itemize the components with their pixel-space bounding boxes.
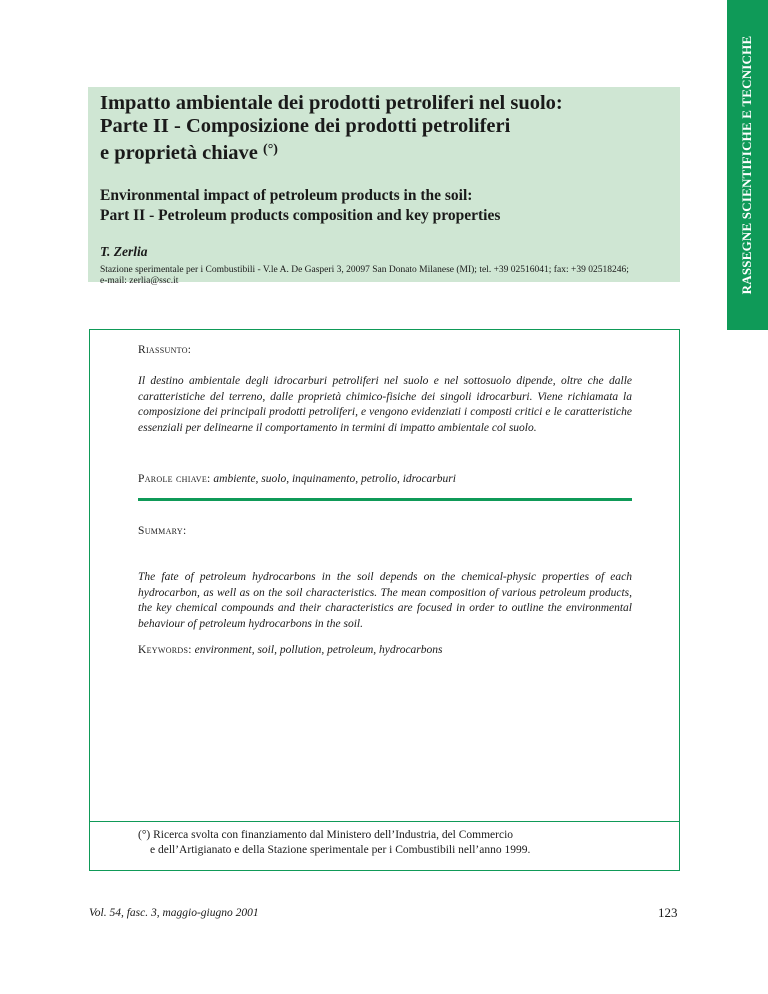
italian-title-line-1: Impatto ambientale dei prodotti petroliferi nel suolo: [100, 92, 563, 114]
section-sidebar [727, 0, 768, 330]
parole-chiave-label: Parole chiave: [138, 473, 211, 485]
english-title [100, 186, 668, 226]
italian-title-line-2: Parte II - Composizione dei prodotti petroliferi [100, 115, 511, 137]
affiliation-line-2: e-mail: zerlia@ssc.it [100, 276, 179, 286]
english-title-line-2: Part II - Petroleum products composition and key properties [100, 207, 501, 224]
journal-reference: Vol. 54, fasc. 3, maggio-giugno 2001 [89, 907, 259, 919]
keywords-line [138, 644, 443, 656]
summary-label: Summary: [138, 525, 187, 537]
title-block [88, 87, 680, 286]
page-number: 123 [658, 905, 678, 920]
footnote-line-1: (°) Ricerca svolta con finanziamento dal Ministero dell’Industria, del Commercio [138, 829, 514, 841]
parole-chiave-terms: ambiente, suolo, inquinamento, petrolio, idrocarburi [213, 473, 456, 485]
summary-text: The fate of petroleum hydrocarbons in the soil depends on the chemical-physic properties of each hydrocarbon, as well as on the soil characteristics. The mean composition of various petroleum products, the key chemical compounds and their characteristics are focused in order to outline the environmental behaviour of petroleum hydrocarbons in the soil. [138, 571, 632, 630]
funding-footnote [90, 821, 679, 870]
author-name: T. Zerlia [100, 244, 148, 259]
keywords-label: Keywords: [138, 644, 192, 656]
parole-chiave-line [138, 473, 456, 485]
footnote-line-2: e dell’Artigianato e della Stazione sperimentale per i Combustibili nell’anno 1999. [150, 844, 531, 856]
author-affiliation [100, 265, 668, 287]
riassunto-text: Il destino ambientale degli idrocarburi petroliferi nel suolo e nel sottosuolo dipende, oltre che dalle caratteristiche del terreno, dalle proprietà chimico-fisiche dei singoli idrocarburi. Viene richiamata la composizione dei principali prodotti petroliferi, e vengono evidenziati i composti critici e le caratteristiche essenziali per delinearne il comportamento in termini di impatto ambientale col suolo. [138, 375, 632, 434]
section-label: RASSEGNE SCIENTIFICHE E TECNICHE [739, 35, 754, 295]
italian-title [100, 92, 668, 165]
keywords-terms: environment, soil, pollution, petroleum, hydrocarbons [194, 644, 443, 656]
riassunto-label: Riassunto: [138, 344, 192, 356]
english-title-line-1: Environmental impact of petroleum products in the soil: [100, 187, 473, 204]
footnote-mark: (°) [263, 142, 278, 157]
abstract-box [89, 329, 680, 871]
affiliation-line-1: Stazione sperimentale per i Combustibili - V.le A. De Gasperi 3, 20097 San Donato Milanese (MI); tel. +39 02516041; fax: +39 02518246; [100, 265, 629, 275]
italian-title-line-3: e proprietà chiave [100, 142, 258, 164]
abstract-divider [138, 498, 632, 501]
